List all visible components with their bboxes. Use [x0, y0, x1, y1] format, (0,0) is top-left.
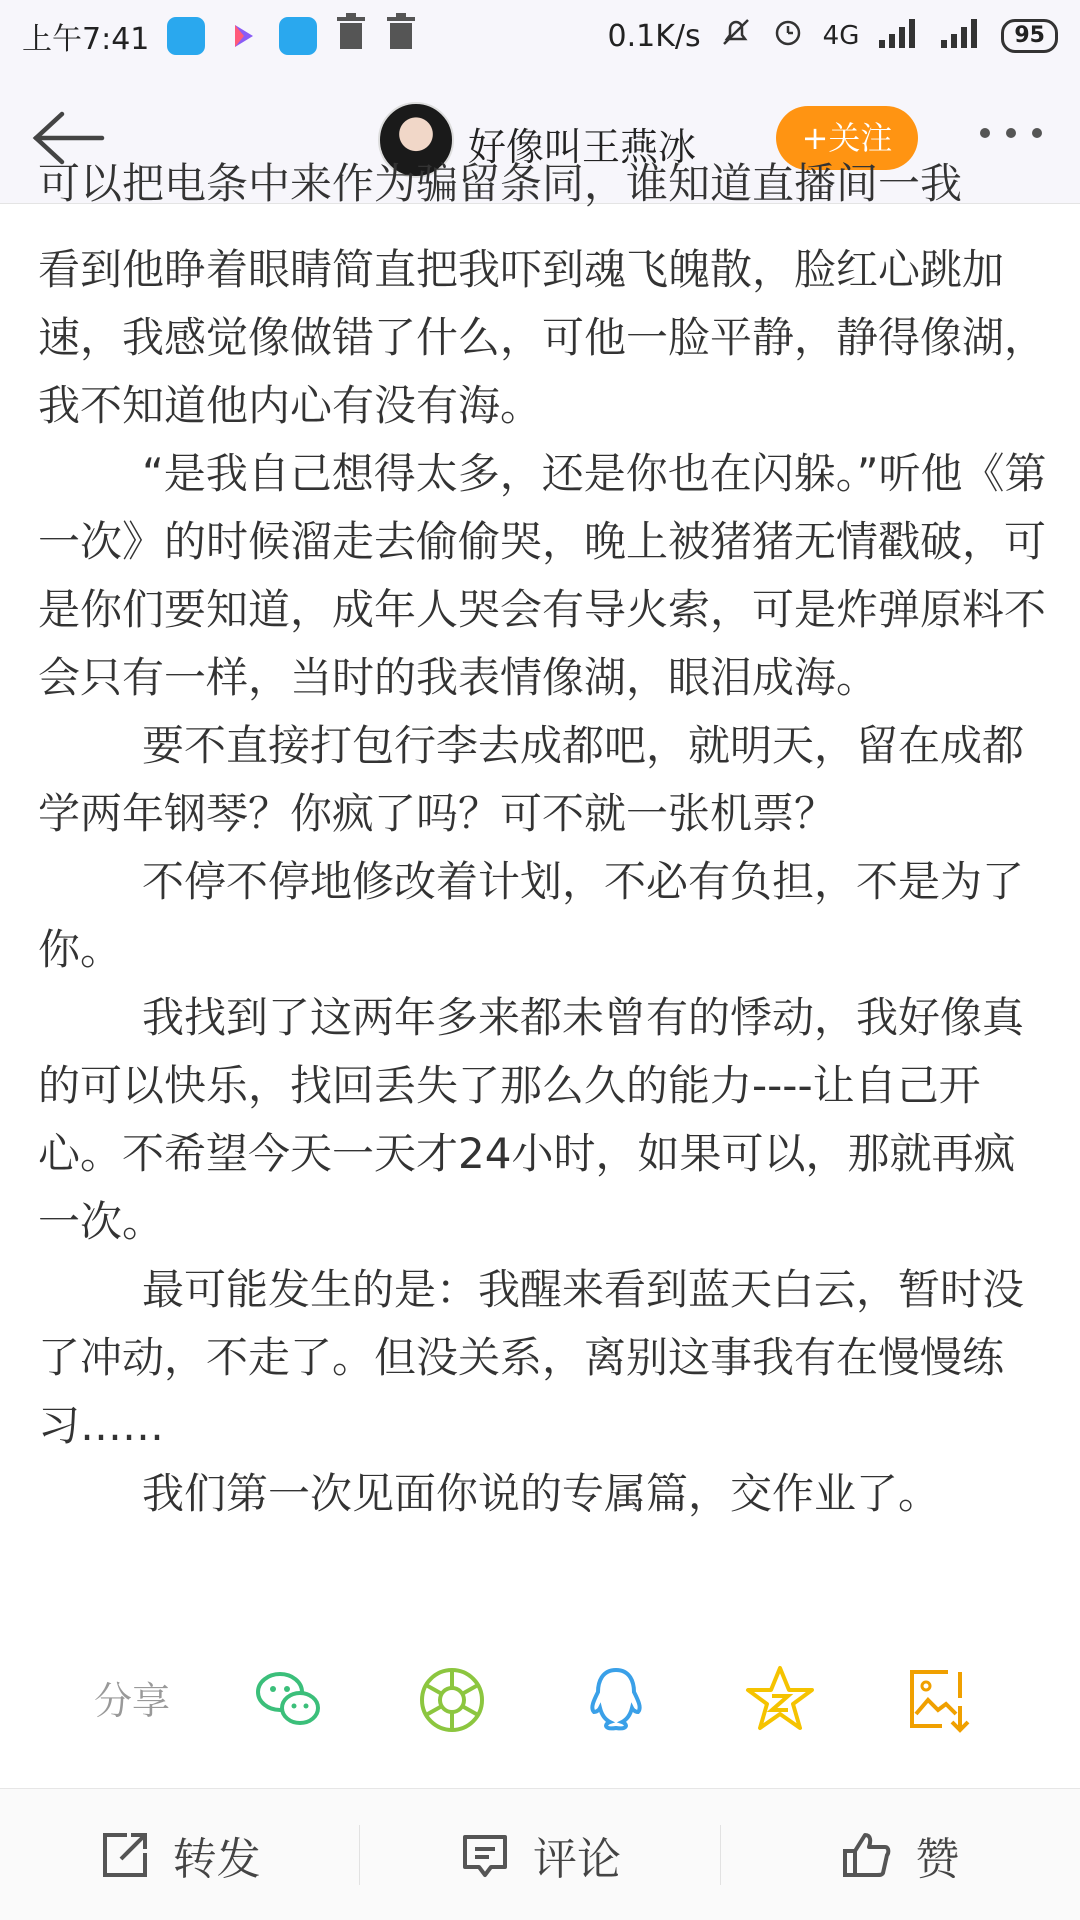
article-paragraph: 最可能发生的是：我醒来看到蓝天白云，暂时没了冲动，不走了。但没关系，离别这事我有在慢慢练习……	[38, 1265, 1025, 1450]
article-paragraph: 看到他睁着眼睛简直把我吓到魂飞魄散，脸红心跳加速，我感觉像做错了什么，可他一脸平静，静得像湖，我不知道他内心有没有海。	[38, 245, 1047, 430]
thumbs-up-icon	[841, 1829, 893, 1881]
article-paragraph: 不停不停地修改着计划，不必有负担，不是为了你。	[38, 857, 1025, 974]
bottom-action-bar	[0, 1789, 1080, 1920]
alarm-icon	[771, 15, 805, 57]
save-image-icon[interactable]	[902, 1664, 974, 1736]
article-paragraph: 要不直接打包行李去成都吧，就明天，留在成都学两年钢琴？你疯了吗？可不就一张机票？	[38, 721, 1025, 838]
status-bar	[0, 0, 1080, 72]
article-paragraph: “是我自己想得太多，还是你也在闪躲。”听他《第一次》的时候溜走去偷偷哭，晚上被猪猪无情戳破，可是你们要知道，成年人哭会有导火索，可是炸弹原料不会只有一样，当时的我表情像湖，眼泪成海。	[38, 449, 1047, 702]
share-label: 分享	[94, 1679, 171, 1723]
more-options-button[interactable]	[980, 128, 1042, 138]
repost-icon	[99, 1829, 151, 1881]
comment-label: 评论	[532, 1833, 621, 1885]
trash-icon	[335, 13, 367, 59]
repost-label: 转发	[172, 1833, 261, 1885]
trash-icon-2	[385, 13, 417, 59]
article-paragraph: 我找到了这两年多来都未曾有的悸动，我好像真的可以快乐，找回丢失了那么久的能力----让自己开心。不希望今天一天才24小时，如果可以，那就再疯一次。	[38, 993, 1025, 1246]
signal-icon-2	[939, 16, 983, 56]
like-label: 赞	[915, 1833, 960, 1885]
moments-icon[interactable]	[416, 1664, 488, 1736]
net-speed: 0.1K/s	[607, 18, 701, 54]
comment-icon	[459, 1829, 511, 1881]
more-dot	[1032, 128, 1042, 138]
battery-indicator: 95	[1001, 19, 1058, 53]
qq-icon[interactable]	[580, 1664, 652, 1736]
notification-app-icon	[167, 17, 205, 55]
repost-button[interactable]	[0, 1789, 359, 1920]
network-type: 4G	[822, 21, 860, 51]
signal-icon	[877, 16, 921, 56]
mute-icon	[719, 15, 753, 57]
video-app-icon	[223, 17, 261, 55]
like-button[interactable]	[721, 1789, 1080, 1920]
article-paragraph: 我们第一次见面你说的专属篇，交作业了。	[142, 1469, 941, 1518]
partial-text-line: 可以把电条中来作为骗留条同，谁知道直播间一我	[38, 159, 963, 208]
status-time: 上午7:41	[22, 22, 150, 57]
notification-app-icon-2	[279, 17, 317, 55]
wechat-icon[interactable]	[252, 1664, 324, 1736]
article-body	[0, 159, 1080, 1594]
comment-button[interactable]	[360, 1789, 719, 1920]
follow-button[interactable]: +关注	[776, 106, 918, 170]
qzone-icon[interactable]	[744, 1664, 816, 1736]
more-dot	[1006, 128, 1016, 138]
more-dot	[980, 128, 990, 138]
author-name[interactable]: 好像叫王燕冰	[468, 125, 697, 169]
